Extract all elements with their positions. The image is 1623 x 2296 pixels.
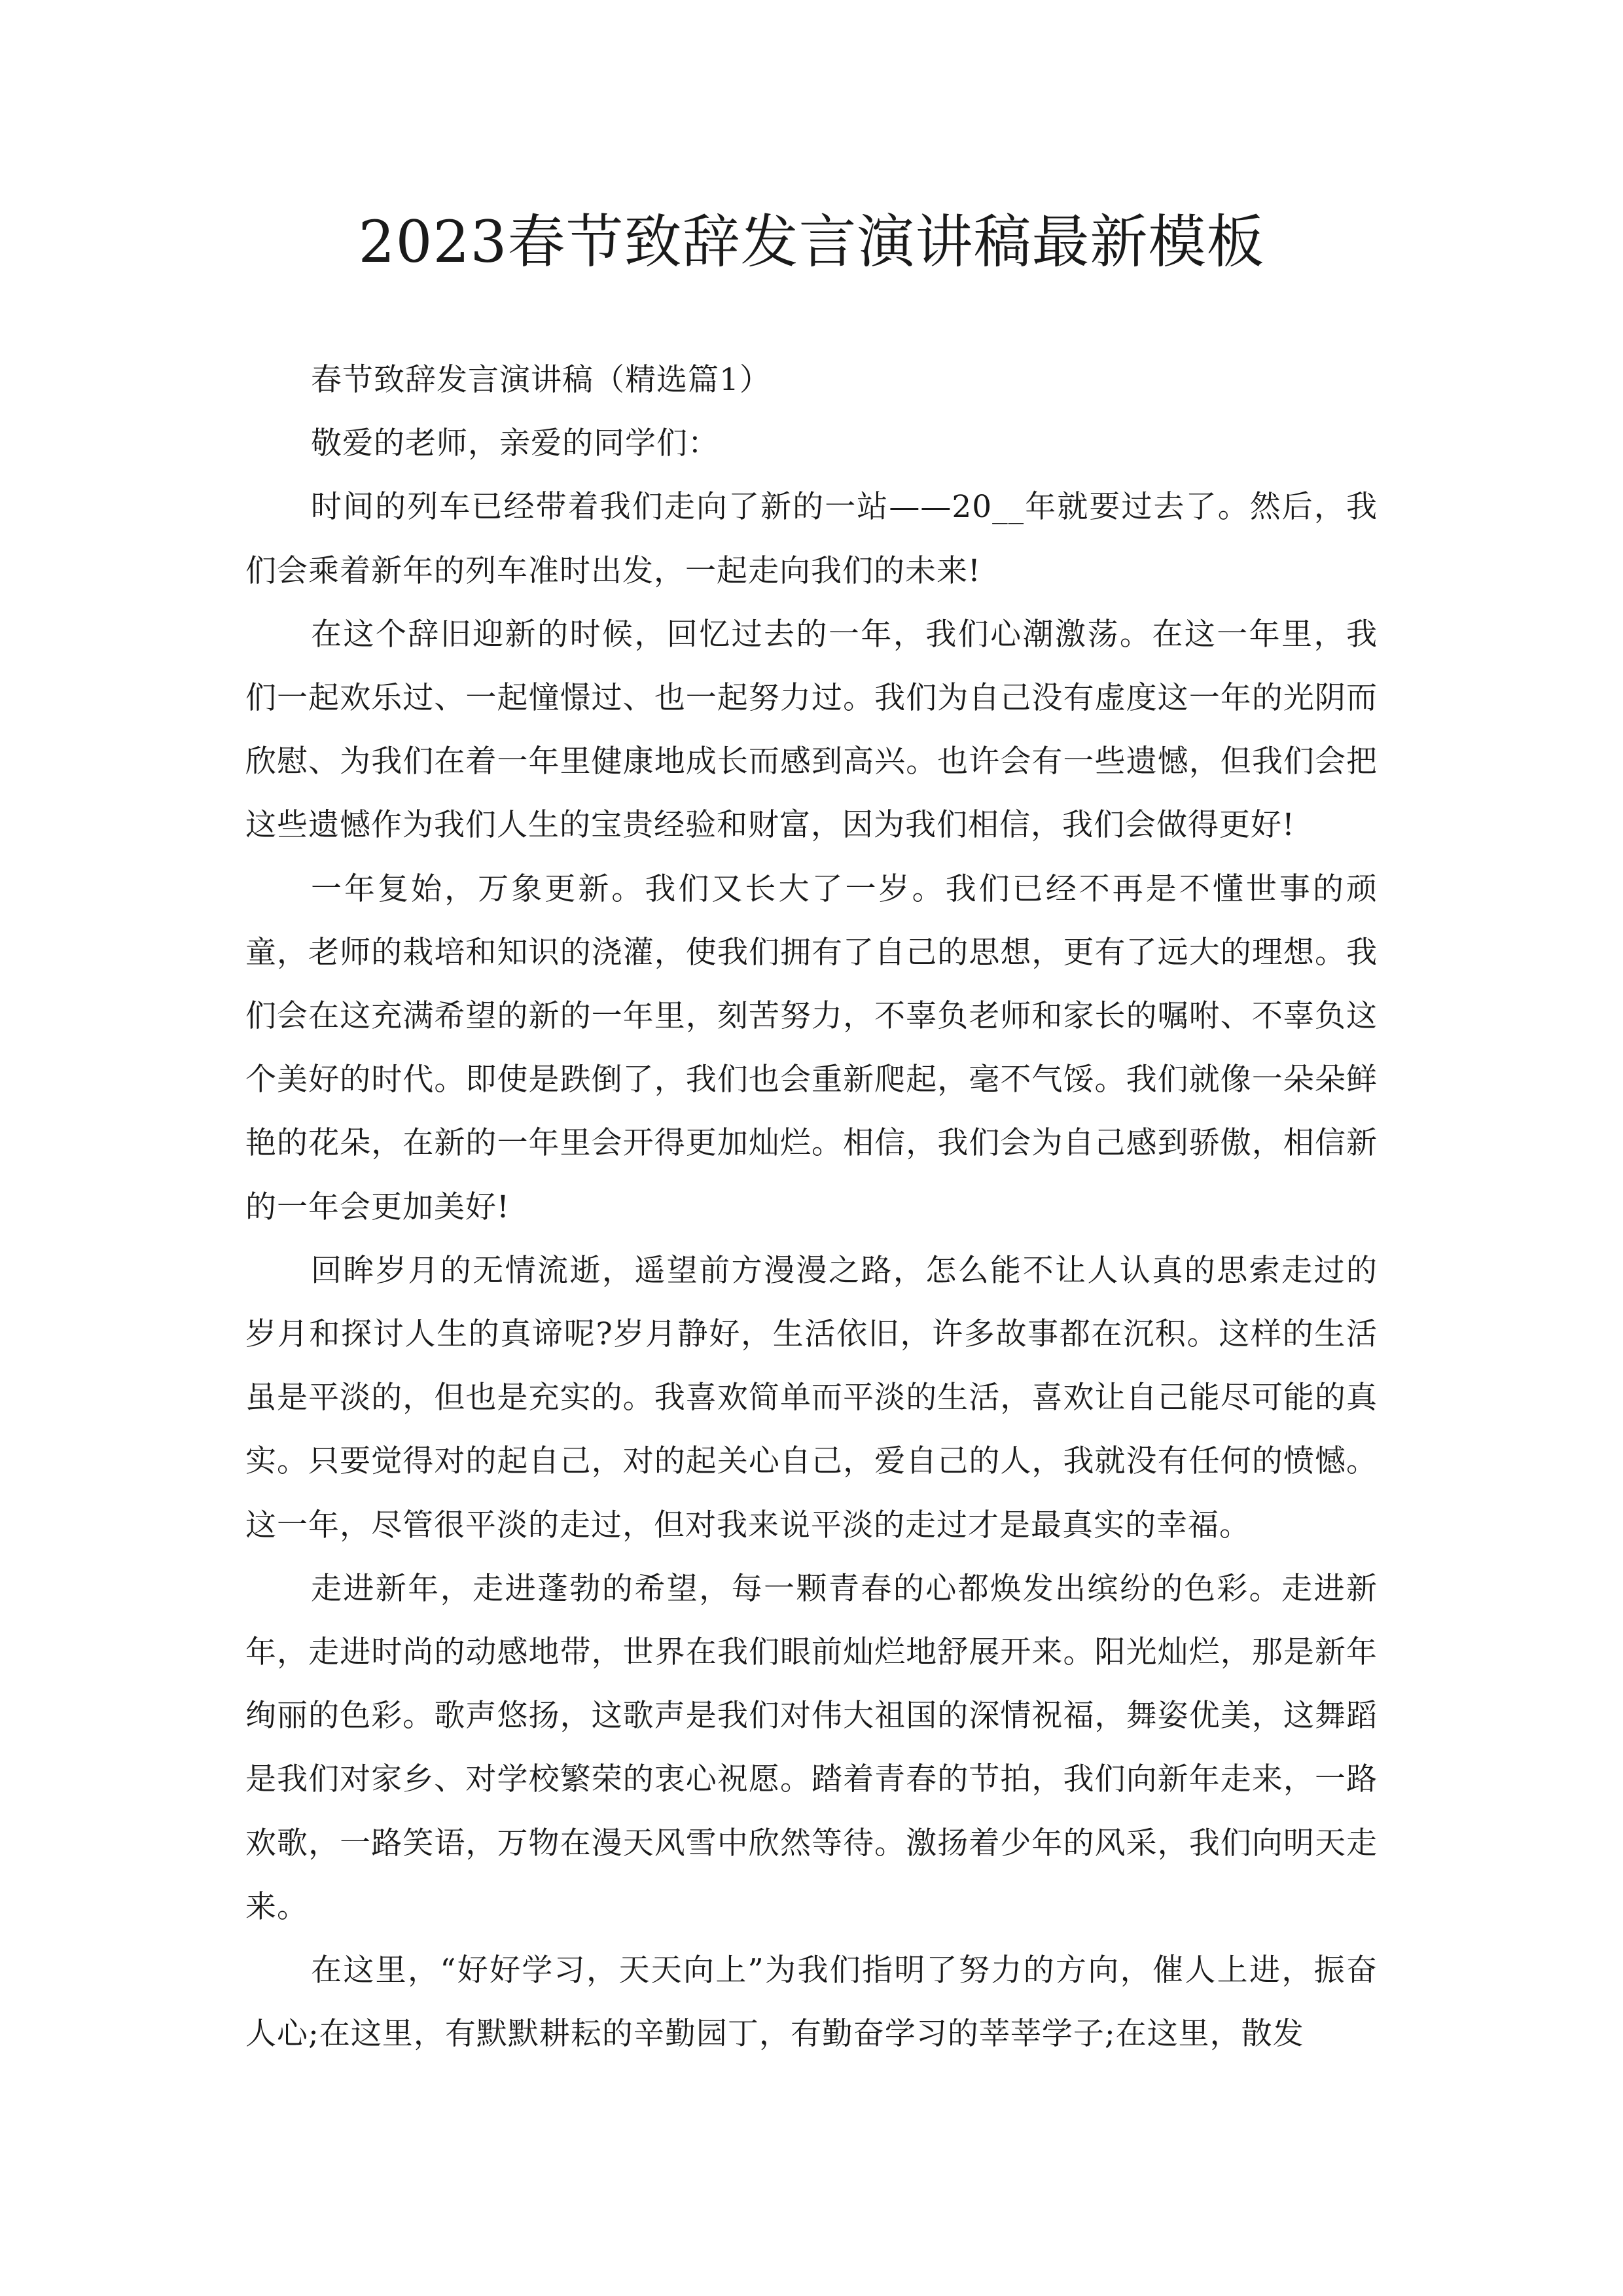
document-title: 2023春节致辞发言演讲稿最新模板 <box>358 208 1265 276</box>
paragraph: 时间的列车已经带着我们走向了新的一站——20__年就要过去了。然后，我们会乘着新年的列车准时出发，一起走向我们的未来! <box>245 489 1378 589</box>
paragraph: 在这个辞旧迎新的时候，回忆过去的一年，我们心潮激荡。在这一年里，我们一起欢乐过、一起憧憬过、也一起努力过。我们为自己没有虚度这一年的光阴而欣慰、为我们在着一年里健康地成长而感到高兴。也许会有一些遗憾，但我们会把这些遗憾作为我们人生的宝贵经验和财富，因为我们相信，我们会做得更好! <box>245 616 1378 844</box>
paragraph: 在这里，“好好学习，天天向上”为我们指明了努力的方向，催人上进，振奋人心;在这里，有默默耕耘的辛勤园丁，有勤奋学习的莘莘学子;在这里，散发 <box>245 1952 1378 2053</box>
salutation: 敬爱的老师，亲爱的同学们： <box>311 425 719 462</box>
paragraph: 一年复始，万象更新。我们又长大了一岁。我们已经不再是不懂世事的顽童，老师的栽培和知识的浇灌，使我们拥有了自己的思想，更有了远大的理想。我们会在这充满希望的新的一年里，刻苦努力，不辜负老师和家长的嘱咐、不辜负这个美好的时代。即使是跌倒了，我们也会重新爬起，毫不气馁。我们就像一朵朵鲜艳的花朵，在新的一年里会开得更加灿烂。相信，我们会为自己感到骄傲，相信新的一年会更加美好! <box>245 870 1378 1225</box>
paragraph: 走进新年，走进蓬勃的希望，每一颗青春的心都焕发出缤纷的色彩。走进新年，走进时尚的动感地带，世界在我们眼前灿烂地舒展开来。阳光灿烂，那是新年绚丽的色彩。歌声悠扬，这歌声是我们对伟大祖国的深情祝福，舞姿优美，这舞蹈是我们对家乡、对学校繁荣的衷心祝愿。踏着青春的节拍，我们向新年走来，一路欢歌，一路笑语，万物在漫天风雪中欣然等待。激扬着少年的风采，我们向明天走来。 <box>245 1570 1378 1925</box>
document-body <box>245 348 1378 2066</box>
section-heading: 春节致辞发言演讲稿（精选篇1） <box>311 362 771 398</box>
paragraph: 回眸岁月的无情流逝，遥望前方漫漫之路，怎么能不让人认真的思索走过的岁月和探讨人生的真谛呢?岁月静好，生活依旧，许多故事都在沉积。这样的生活虽是平淡的，但也是充实的。我喜欢简单而平淡的生活，喜欢让自己能尽可能的真实。只要觉得对的起自己，对的起关心自己，爱自己的人，我就没有任何的愤憾。这一年，尽管很平淡的走过，但对我来说平淡的走过才是最真实的幸福。 <box>245 1252 1378 1543</box>
